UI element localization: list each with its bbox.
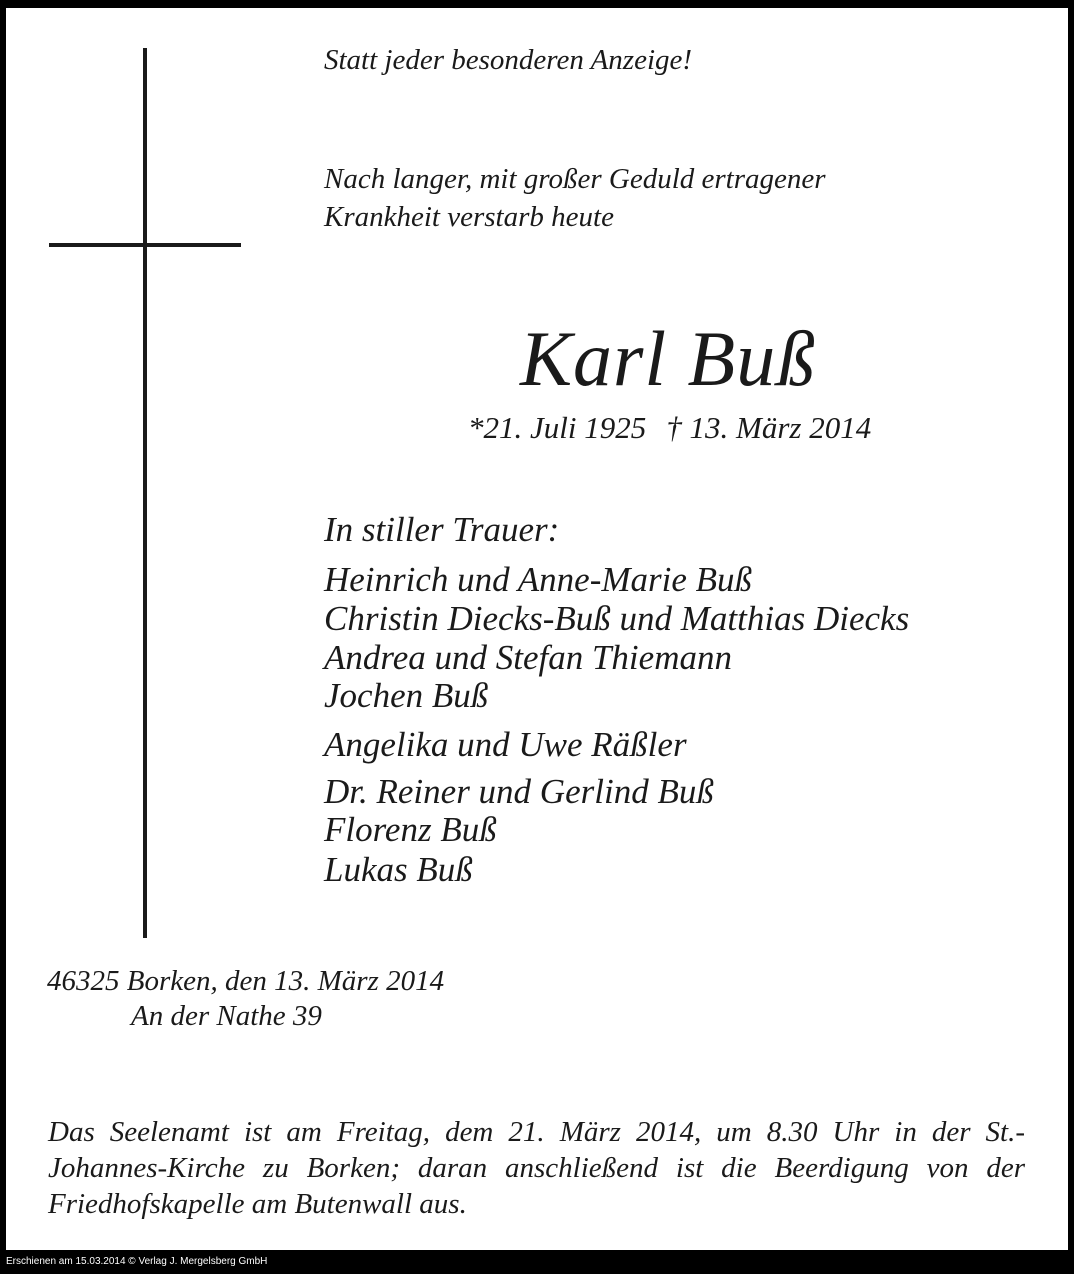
mourning-title: In stiller Trauer: [324,510,560,549]
death-date: † 13. März 2014 [666,410,872,445]
mourner-name: Angelika und Uwe Räßler [324,725,687,764]
cross-horizontal-bar [49,243,241,247]
mourner-name: Dr. Reiner und Gerlind Buß [324,772,714,811]
birth-date: *21. Juli 1925 [468,410,647,445]
mourner-name: Jochen Buß [324,676,489,715]
mourner-name: Heinrich und Anne-Marie Buß [324,560,753,599]
life-dates [468,410,871,446]
mourner-name: Andrea und Stefan Thiemann [324,638,732,677]
funeral-information: Das Seelenamt ist am Freitag, dem 21. März 2014, um 8.30 Uhr in der St.-Johannes-Kirche zu Borken; daran anschließend ist die Beerdigung von der Friedhofskapelle am Butenwall aus. [48,1116,1025,1220]
intro-line-1: Nach langer, mit großer Geduld ertragener [324,163,826,195]
intro-text [324,160,826,236]
deceased-name: Karl Buß [520,315,817,402]
notice-header: Statt jeder besonderen Anzeige! [324,44,693,76]
mourner-name: Christin Diecks-Buß und Matthias Diecks [324,599,910,638]
publication-footer: Erschienen am 15.03.2014 © Verlag J. Mergelsberg GmbH [6,1256,268,1267]
intro-line-2: Krankheit verstarb heute [324,201,614,233]
address-street: An der Nathe 39 [131,1000,322,1032]
cross-vertical-bar [143,48,147,938]
mourner-name: Lukas Buß [324,850,473,889]
obituary-notice [6,8,1068,1250]
mourner-name: Florenz Buß [324,810,497,849]
place-and-date: 46325 Borken, den 13. März 2014 [47,965,445,997]
